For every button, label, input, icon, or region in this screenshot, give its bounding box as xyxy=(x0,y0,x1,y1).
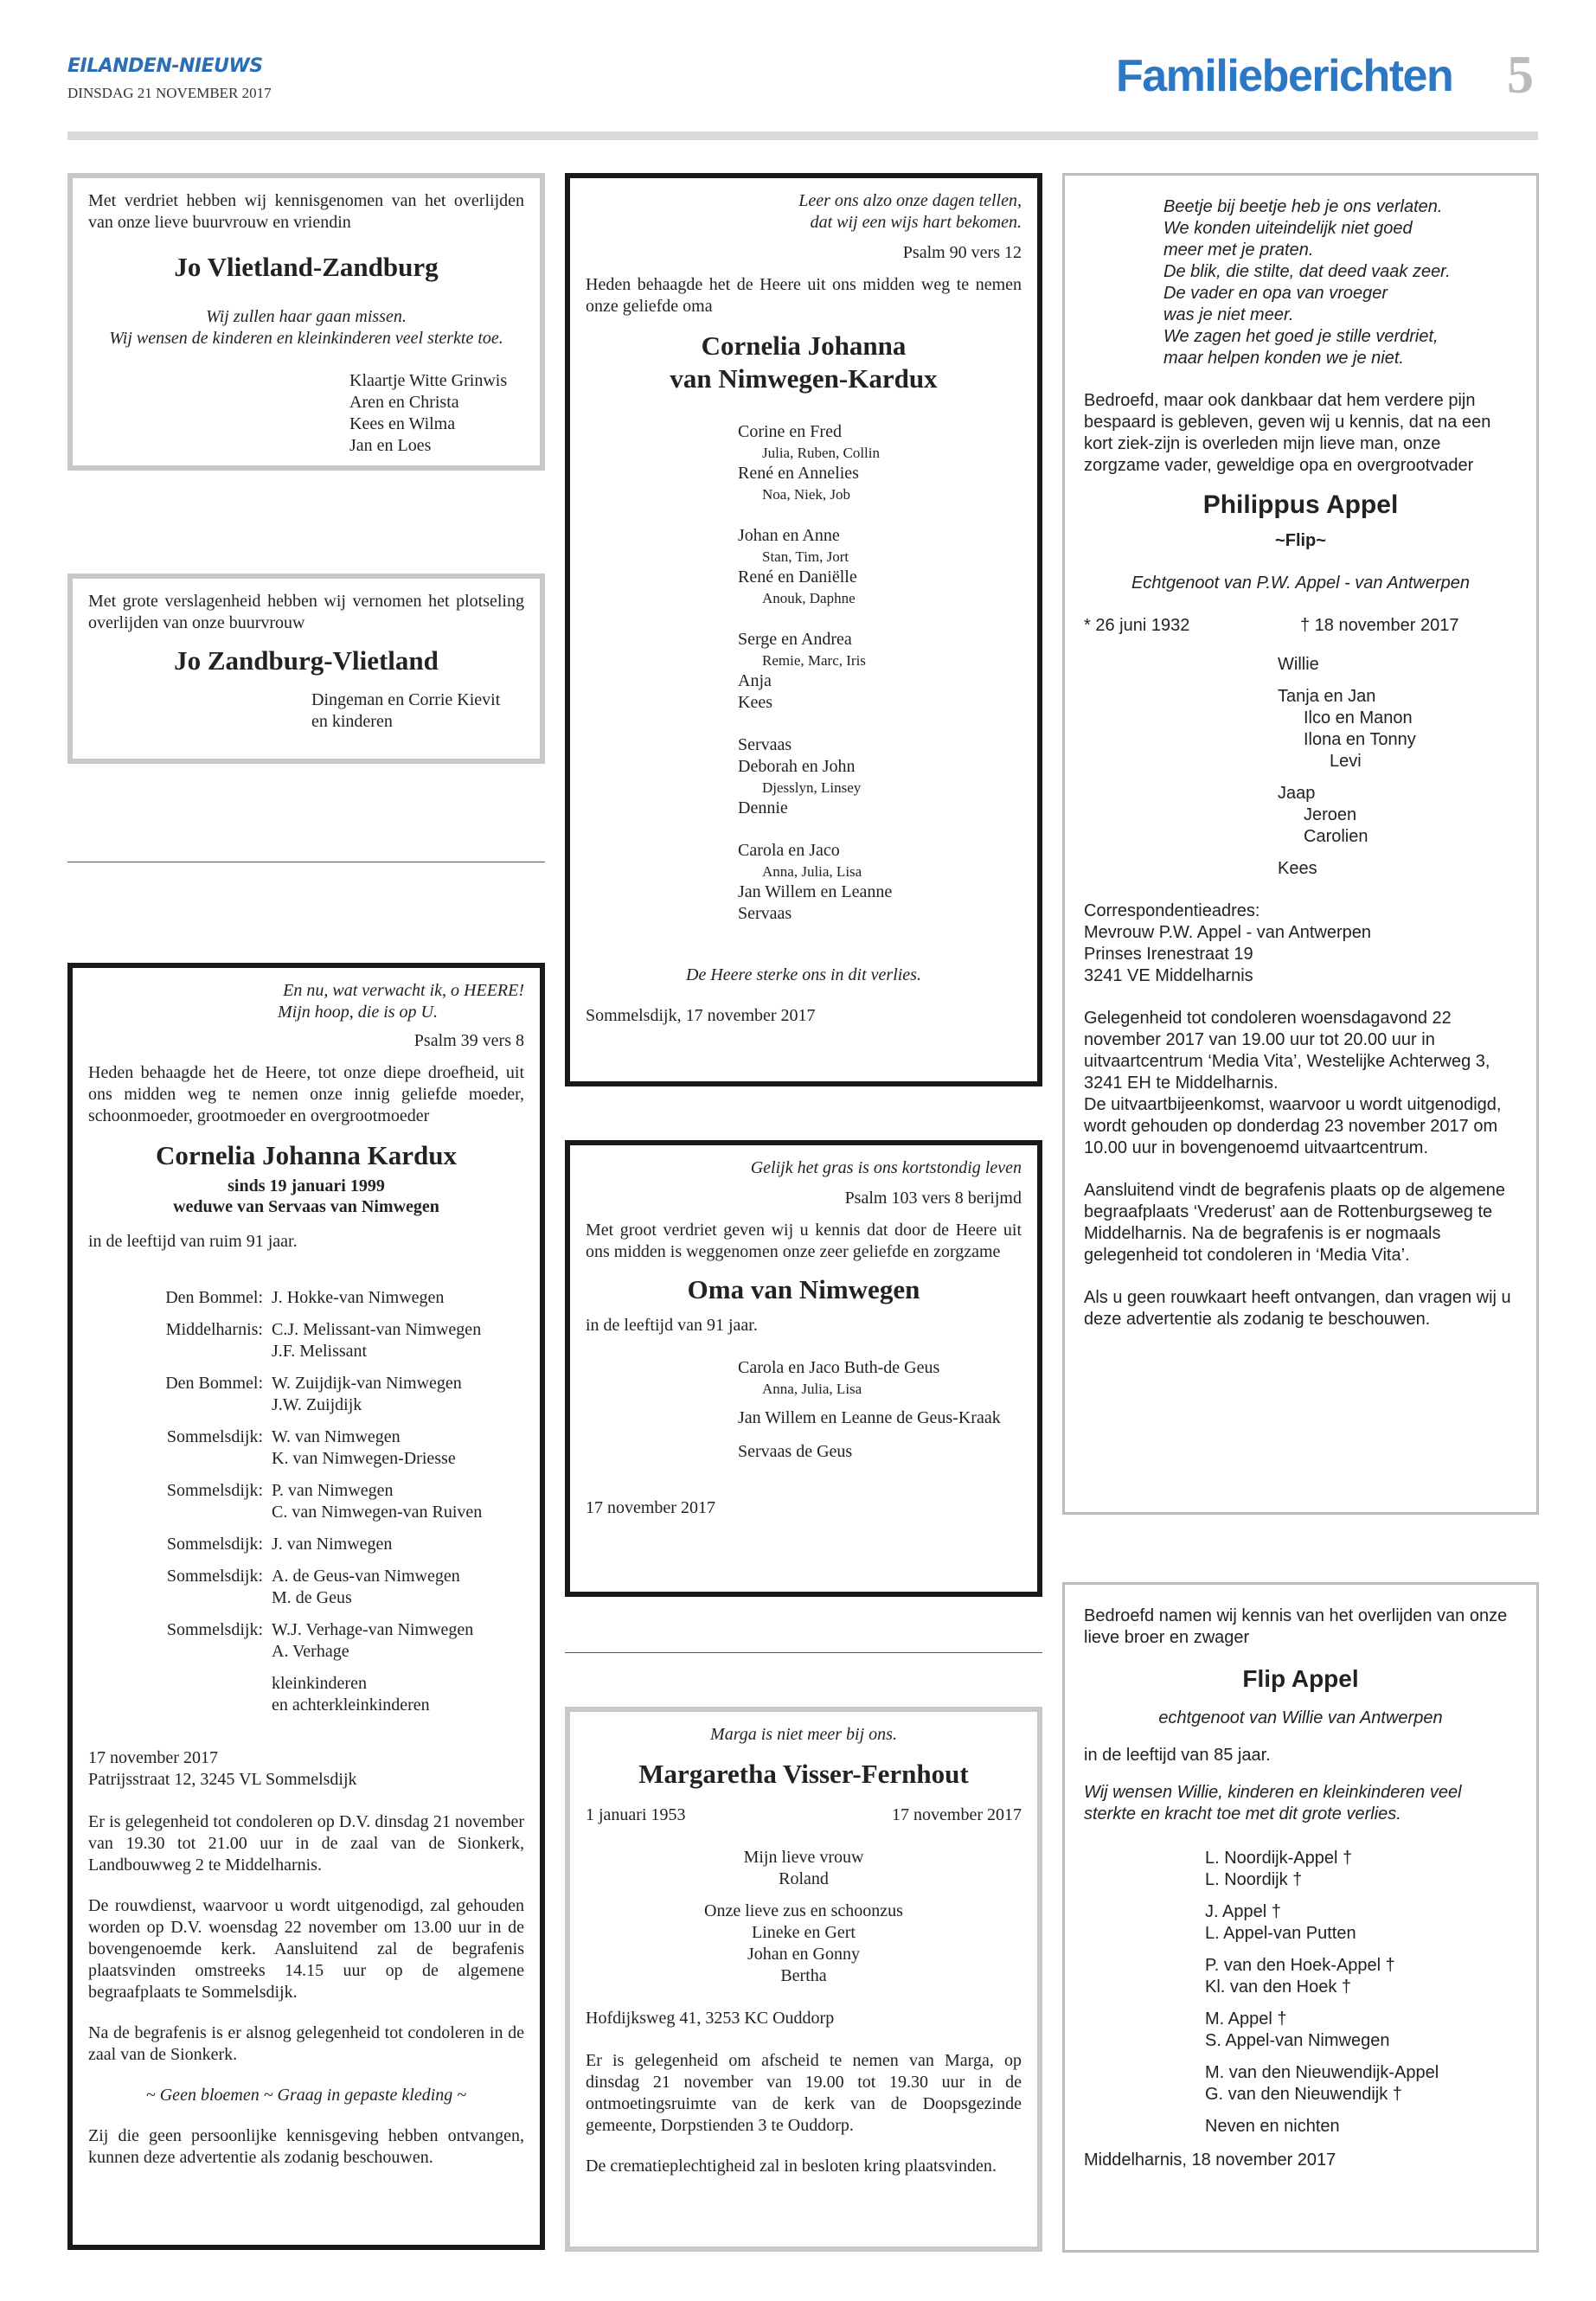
relative-names xyxy=(272,1480,482,1523)
signer: Klaartje Witte Grinwis xyxy=(349,371,508,390)
age: in de leeftijd van ruim 91 jaar. xyxy=(88,1232,298,1251)
relative-name: W.J. Verhage-van Nimwegen xyxy=(272,1620,474,1639)
deceased-name: Cornelia Johanna Kardux xyxy=(156,1140,457,1170)
relative-row xyxy=(107,1534,524,1555)
family-member: P. van den Hoek-Appel † xyxy=(1205,1956,1395,1975)
ad-intro: Met groot verdriet geven wij u kennis dat door de Heere uit ons midden is weggenomen onze zeer geliefde en zorgzame xyxy=(586,1221,1022,1261)
ad-intro: Met verdriet hebben wij kennisgenomen van het overlijden van onze lieve buurvrouw en vriendin xyxy=(88,191,524,232)
spacer xyxy=(738,504,1022,525)
family-line: Johan en Gonny xyxy=(747,1945,860,1964)
verse-ref: Psalm 90 vers 12 xyxy=(902,243,1022,262)
header-rule xyxy=(67,131,1538,140)
relative-location xyxy=(107,1673,272,1716)
family-member: L. Noordijk † xyxy=(1205,1870,1303,1889)
family-member: Kees xyxy=(1278,859,1317,878)
condolence-info: Er is gelegenheid tot condoleren op D.V. dinsdag 21 november van 19.30 tot 21.00 uur in de zaal van de Sionkerk, Landbouwweg 2 te Middelharnis. xyxy=(88,1812,524,1875)
place-date: Sommelsdijk, 17 november 2017 xyxy=(586,1006,816,1025)
family-list xyxy=(1278,654,1517,880)
date: 17 november 2017 xyxy=(586,1498,715,1517)
spacer xyxy=(738,608,1022,629)
ad-philippus-appel xyxy=(1062,173,1539,1515)
poem-line: meer met je praten. xyxy=(1163,240,1314,260)
ad-intro: Heden behaagde het de Heere uit ons midden weg te nemen onze geliefde oma xyxy=(586,275,1022,316)
deceased-name-block xyxy=(586,330,1022,395)
grandchildren: Remie, Marc, Iris xyxy=(762,652,866,669)
service-info: De uitvaartbijeenkomst, waarvoor u wordt uitgenodigd, wordt gehouden op donderdag 23 november 2017 om 10.00 uur in bovengenoemd uitvaartcentrum. xyxy=(1084,1095,1502,1157)
verse: Gelijk het gras is ons kortstondig leven xyxy=(750,1158,1022,1177)
family-list xyxy=(738,421,1022,925)
relative-name: kleinkinderen xyxy=(272,1674,367,1693)
relative-names xyxy=(272,1319,481,1362)
family-member: L. Appel-van Putten xyxy=(1205,1924,1356,1943)
family-member: Levi xyxy=(1330,752,1362,771)
family-group xyxy=(1205,1901,1517,1945)
family-group xyxy=(1205,2062,1517,2106)
relative-row xyxy=(107,1619,524,1663)
family-line: Mijn lieve vrouw xyxy=(743,1848,864,1867)
ad-margaretha-visser xyxy=(565,1707,1042,2252)
since-date: sinds 19 januari 1999 xyxy=(228,1176,385,1195)
ad-cornelia-kardux xyxy=(67,963,545,2250)
deceased-name: Margaretha Visser-Fernhout xyxy=(638,1759,969,1789)
relative-location: Sommelsdijk: xyxy=(166,1567,263,1586)
family-member: S. Appel-van Nimwegen xyxy=(1205,2031,1390,2050)
family-group xyxy=(1205,2009,1517,2052)
family-list xyxy=(738,1357,1022,1463)
grandchildren: Stan, Tim, Jort xyxy=(762,548,849,565)
signer: Kees en Wilma xyxy=(349,414,456,433)
signer: Jan en Loes xyxy=(349,436,432,455)
family-member: Serge en Andrea xyxy=(738,630,852,649)
family-member: Servaas de Geus xyxy=(738,1442,853,1461)
family-member: M. Appel † xyxy=(1205,2009,1287,2029)
spacer xyxy=(738,819,1022,840)
family-line: Roland xyxy=(779,1869,829,1888)
spacer xyxy=(1278,772,1517,783)
family-member: René en Daniëlle xyxy=(738,567,857,586)
poem xyxy=(1163,196,1517,369)
family-line: Onze lieve zus en schoonzus xyxy=(704,1901,903,1920)
deceased-name: Oma van Nimwegen xyxy=(687,1274,920,1304)
relative-row xyxy=(107,1287,524,1309)
relative-names xyxy=(272,1426,456,1470)
relative-location: Sommelsdijk: xyxy=(166,1620,263,1639)
relative-row xyxy=(107,1426,524,1470)
signer: en kinderen xyxy=(311,712,393,731)
family-member: Servaas xyxy=(738,904,792,923)
family-group xyxy=(1205,1955,1517,1998)
family-list xyxy=(1205,1848,1517,2138)
ad-intro: Bedroefd, maar ook dankbaar dat hem verdere pijn bespaard is gebleven, geven wij u kennis, dat na een kort ziek-zijn is overleden mijn lieve man, onze zorgzame vader, geweldige opa en overgrootvader xyxy=(1084,391,1491,475)
family-line: Bertha xyxy=(780,1966,827,1985)
relative-name: W. Zuijdijk-van Nimwegen xyxy=(272,1374,462,1393)
deceased-name: Flip Appel xyxy=(1242,1665,1359,1692)
spacer xyxy=(1278,676,1517,686)
farewell-info: Er is gelegenheid om afscheid te nemen van Marga, op dinsdag 21 november van 19.00 tot 19.30 uur in de ontmoetingsruimte van de kerk van de Doopsgezinde gemeente, Dorpstienden 3 te Ouddorp. xyxy=(586,2051,1022,2135)
grandchildren: Julia, Ruben, Collin xyxy=(762,445,880,461)
poem-line: De blik, die stilte, dat deed vaak zeer. xyxy=(1163,262,1451,281)
correspondence-name: Mevrouw P.W. Appel - van Antwerpen xyxy=(1084,923,1372,942)
family-member: Carola en Jaco xyxy=(738,841,840,860)
family-member: L. Noordijk-Appel † xyxy=(1205,1849,1353,1868)
address: Hofdijksweg 41, 3253 KC Ouddorp xyxy=(586,2009,835,2028)
life-dates xyxy=(1084,615,1517,637)
family-member: Willie xyxy=(1278,655,1319,674)
family-group xyxy=(1205,1848,1517,1891)
ad-message: Wij zullen haar gaan missen. xyxy=(206,307,407,326)
relative-row xyxy=(107,1566,524,1609)
deceased-name: Philippus Appel xyxy=(1202,490,1399,519)
condolence-info: Gelegenheid tot condoleren woensdagavond 22 november 2017 van 19.00 uur tot 20.00 uur in uitvaartcentrum ‘Media Vita’, Westelijke Achterweg 3, 3241 EH te Middelharnis. xyxy=(1084,1009,1490,1093)
column-divider xyxy=(565,1652,1042,1653)
grandchildren: Anna, Julia, Lisa xyxy=(762,863,862,880)
verse: dat wij een wijs hart bekomen. xyxy=(810,213,1022,232)
correspondence-label: Correspondentieadres: xyxy=(1084,901,1260,920)
family-member: Kl. van den Hoek † xyxy=(1205,1977,1351,1997)
ad-intro: Met grote verslagenheid hebben wij vernomen het plotseling overlijden van onze buurvrouw xyxy=(88,592,524,632)
birth-date: * 26 juni 1932 xyxy=(1084,616,1190,635)
ad-jo-vlietland xyxy=(67,173,545,471)
ad-message: Wij wensen de kinderen en kleinkinderen veel sterkte toe. xyxy=(109,329,503,348)
verse-ref: Psalm 39 vers 8 xyxy=(413,1031,524,1050)
relative-name: C.J. Melissant-van Nimwegen xyxy=(272,1320,482,1339)
family-member: Anja xyxy=(738,671,772,690)
relative-name: C. van Nimwegen-van Ruiven xyxy=(272,1503,483,1522)
family-member: G. van den Nieuwendijk † xyxy=(1205,2085,1402,2104)
poem-line: maar helpen konden we je niet. xyxy=(1163,349,1404,368)
section-title: Familieberichten xyxy=(1116,51,1453,101)
widow-of: weduwe van Servaas van Nimwegen xyxy=(173,1197,439,1216)
family-member: Servaas xyxy=(738,735,792,754)
deceased-name: Jo Vlietland-Zandburg xyxy=(174,252,439,282)
relative-name: J. Hokke-van Nimwegen xyxy=(272,1288,445,1307)
family-line: Lineke en Gert xyxy=(752,1923,856,1942)
cremation-info: De crematieplechtigheid zal in besloten kring plaatsvinden. xyxy=(586,2157,997,2176)
signer: Dingeman en Corrie Kievit xyxy=(311,690,501,709)
relative-name: J.F. Melissant xyxy=(272,1342,368,1361)
service-info: De rouwdienst, waarvoor u wordt uitgenodigd, zal gehouden worden op D.V. woensdag 22 november om 13.00 uur in de bovengenoemde kerk. Aansluitend zal de begrafenis plaatsvinden omstreeks 14.15 uur op de algemene begraafplaats te Sommelsdijk. xyxy=(88,1896,524,2002)
verse-ref: Psalm 103 vers 8 berijmd xyxy=(844,1189,1022,1208)
family-member: Jeroen xyxy=(1304,805,1357,824)
notice: Zij die geen persoonlijke kennisgeving hebben ontvangen, kunnen deze advertentie als zodanig beschouwen. xyxy=(88,2126,524,2167)
verse: Leer ons alzo onze dagen tellen, xyxy=(798,191,1022,210)
family-member: Dennie xyxy=(738,798,788,817)
family-member: Ilco en Manon xyxy=(1304,708,1413,727)
signer: Aren en Christa xyxy=(349,393,459,412)
family-member: René en Annelies xyxy=(738,464,859,483)
notice: Als u geen rouwkaart heeft ontvangen, dan vragen wij u deze advertentie als zodanig te beschouwen. xyxy=(1084,1288,1511,1329)
address: Patrijsstraat 12, 3245 VL Sommelsdijk xyxy=(88,1770,357,1789)
relative-names xyxy=(272,1566,460,1609)
poem-line: De vader en opa van vroeger xyxy=(1163,284,1388,303)
relative-location: Den Bommel: xyxy=(165,1374,263,1393)
relative-name: K. van Nimwegen-Driesse xyxy=(272,1449,456,1468)
correspondence-city: 3241 VE Middelharnis xyxy=(1084,966,1253,985)
signers xyxy=(311,689,524,733)
spouse: Echtgenoot van P.W. Appel - van Antwerpen xyxy=(1131,574,1470,593)
relative-location: Sommelsdijk: xyxy=(166,1535,263,1554)
grandchildren: Djesslyn, Linsey xyxy=(762,779,862,796)
family-member: Tanja en Jan xyxy=(1278,687,1376,706)
relative-name: A. de Geus-van Nimwegen xyxy=(272,1567,460,1586)
family-member: Corine en Fred xyxy=(738,422,842,441)
family-member: Neven en nichten xyxy=(1205,2117,1340,2136)
family-member: Jaap xyxy=(1278,784,1316,803)
relative-name: A. Verhage xyxy=(272,1642,349,1661)
verse: Mijn hoop, die is op U. xyxy=(278,1003,438,1022)
family-member: M. van den Nieuwendijk-Appel xyxy=(1205,2063,1439,2082)
ad-oma-van-nimwegen xyxy=(565,1140,1042,1597)
grandchildren: Anouk, Daphne xyxy=(762,590,856,606)
signers xyxy=(349,370,524,457)
verse: En nu, wat verwacht ik, o HEERE! xyxy=(283,981,524,1000)
ad-cornelia-van-nimwegen xyxy=(565,173,1042,1086)
grandchildren: Noa, Niek, Job xyxy=(762,486,850,503)
family-member: J. Appel † xyxy=(1205,1902,1281,1921)
ad-jo-zandburg xyxy=(67,574,545,764)
burial-info: Aansluitend vindt de begrafenis plaats op de algemene begraafplaats ‘Vrederust’ aan de Rottenburgseweg te Middelharnis. Na de begrafenis is er nogmaals gelegenheid tot condoleren in ‘Media Vita’. xyxy=(1084,1181,1506,1265)
masthead-date: DINSDAG 21 NOVEMBER 2017 xyxy=(67,85,272,101)
family-group xyxy=(1205,2116,1517,2138)
spacer xyxy=(1278,848,1517,858)
death-date: † 18 november 2017 xyxy=(1300,616,1459,635)
relative-location: Den Bommel: xyxy=(165,1288,263,1307)
poem-line: We zagen het goed je stille verdriet, xyxy=(1163,327,1439,346)
deceased-name: Cornelia Johanna xyxy=(701,330,907,361)
family-member: Johan en Anne xyxy=(738,526,840,545)
nickname: ~Flip~ xyxy=(1275,531,1326,550)
closing-line: De Heere sterke ons in dit verlies. xyxy=(686,965,921,984)
family-member: Ilona en Tonny xyxy=(1304,730,1416,749)
relative-row xyxy=(107,1480,524,1523)
death-date: 17 november 2017 xyxy=(892,1805,1022,1824)
spacer xyxy=(738,714,1022,734)
age: in de leeftijd van 85 jaar. xyxy=(1084,1746,1271,1765)
spouse: echtgenoot van Willie van Antwerpen xyxy=(1158,1708,1443,1727)
relative-names xyxy=(272,1619,473,1663)
relative-names xyxy=(272,1534,392,1555)
relatives-list xyxy=(107,1287,524,1716)
date: 17 november 2017 xyxy=(88,1748,218,1767)
place-date: Middelharnis, 18 november 2017 xyxy=(1084,2150,1336,2170)
relative-name: M. de Geus xyxy=(272,1588,352,1607)
relative-location: Middelharnis: xyxy=(165,1320,263,1339)
deceased-name: van Nimwegen-Kardux xyxy=(670,363,938,394)
relative-names xyxy=(272,1673,430,1716)
ad-intro: Bedroefd namen wij kennis van het overlijden van onze lieve broer en zwager xyxy=(1084,1606,1508,1647)
after-info: Na de begrafenis is er alsnog gelegenheid tot condoleren in de zaal van de Sionkerk. xyxy=(88,2023,524,2064)
relative-row xyxy=(107,1373,524,1416)
relative-location: Sommelsdijk: xyxy=(166,1481,263,1500)
family-member: Kees xyxy=(738,693,772,712)
relative-row xyxy=(107,1319,524,1362)
poem-line: Beetje bij beetje heb je ons verlaten. xyxy=(1163,197,1443,216)
birth-date: 1 januari 1953 xyxy=(586,1805,686,1824)
masthead-logo: EILANDEN-NIEUWS xyxy=(67,55,263,77)
deceased-name: Jo Zandburg-Vlietland xyxy=(174,645,439,676)
relative-name: J. van Nimwegen xyxy=(272,1535,393,1554)
relative-row xyxy=(107,1673,524,1716)
family-member: Carola en Jaco Buth-de Geus xyxy=(738,1358,940,1377)
relative-name: en achterkleinkinderen xyxy=(272,1695,430,1715)
dress-code: ~ Geen bloemen ~ Graag in gepaste kleding ~ xyxy=(145,2086,467,2105)
relative-name: W. van Nimwegen xyxy=(272,1427,401,1446)
ad-intro: Marga is niet meer bij ons. xyxy=(710,1725,897,1744)
life-dates xyxy=(586,1804,1022,1826)
page-number: 5 xyxy=(1507,46,1534,105)
relative-names xyxy=(272,1287,444,1309)
family-member: Jan Willem en Leanne de Geus-Kraak xyxy=(738,1408,1001,1427)
family-member: Jan Willem en Leanne xyxy=(738,882,893,901)
relative-name: J.W. Zuijdijk xyxy=(272,1395,362,1414)
wish: Wij wensen Willie, kinderen en kleinkinderen veel sterkte en kracht toe met dit grote verlies. xyxy=(1084,1783,1462,1823)
relative-location: Sommelsdijk: xyxy=(166,1427,263,1446)
relative-names xyxy=(272,1373,462,1416)
grandchildren: Anna, Julia, Lisa xyxy=(762,1381,862,1397)
correspondence-street: Prinses Irenestraat 19 xyxy=(1084,945,1253,964)
age: in de leeftijd van 91 jaar. xyxy=(586,1316,758,1335)
family-member: Carolien xyxy=(1304,827,1368,846)
poem-line: was je niet meer. xyxy=(1163,305,1294,324)
poem-line: We konden uiteindelijk niet goed xyxy=(1163,219,1413,238)
relative-name: P. van Nimwegen xyxy=(272,1481,394,1500)
family-member: Deborah en John xyxy=(738,757,856,776)
ad-intro: Heden behaagde het de Heere, tot onze diepe droefheid, uit ons midden weg te nemen onze innig geliefde moeder, schoonmoeder, grootmoeder en overgrootmoeder xyxy=(88,1063,524,1125)
ad-flip-appel xyxy=(1062,1582,1539,2253)
